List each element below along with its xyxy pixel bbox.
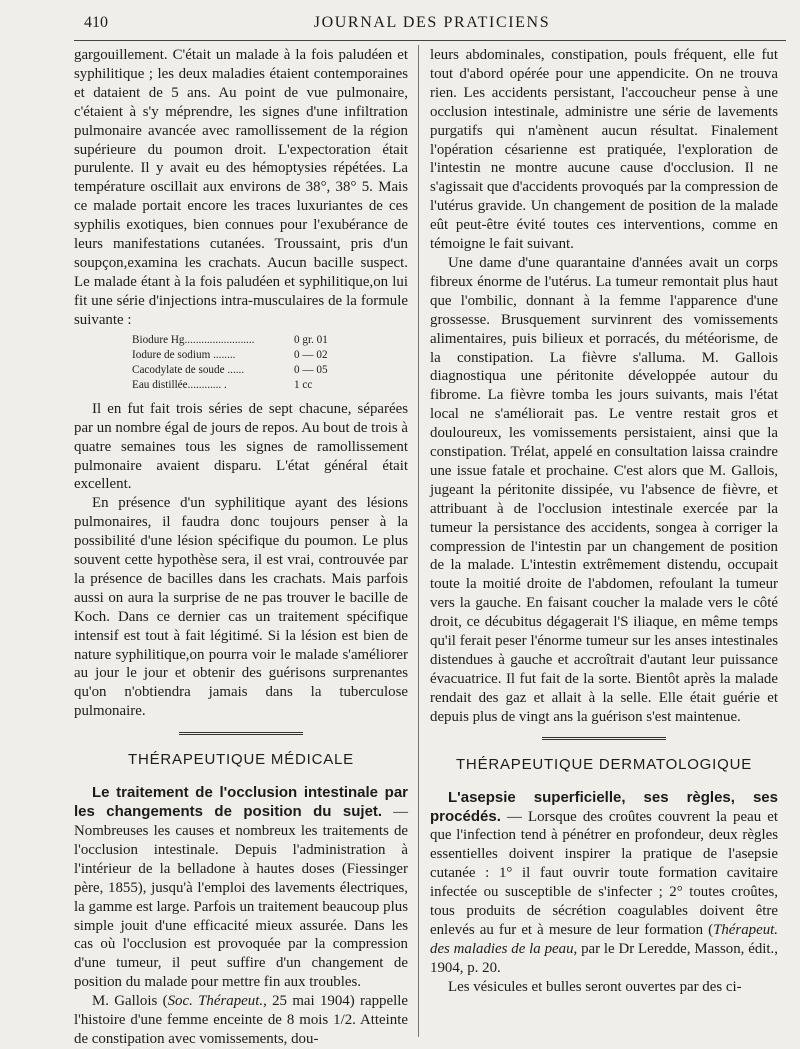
page-number: 410	[84, 14, 108, 31]
article-body-asepsie-end: , par le Dr Leredde, Masson, édit., 1904, p. 20.	[430, 940, 778, 976]
formula-ingredient: Biodure Hg.........................	[132, 333, 255, 346]
gallois-text-end: , 25 mai 1904) rappelle l'histoire d'une femme enceinte de 8 mois 1/2. Atteinte de constipation avec vomissements, dou-	[74, 993, 408, 1047]
formula-dose: 0 — 02	[294, 348, 328, 361]
formula-row	[132, 333, 404, 348]
left-paragraph-syphilis-case: gargouillement. C'était un malade à la fois paludéen et syphilitique ; les deux maladies étaient contemporaines et dataient de 5 ans. Au point de vue pulmonaire, c'étaient à s'y méprendre, les signes d'une infiltration pulmonaire avancée avec ramollissement de la région supérieure du poumon droit. L'expectoration était purulente. Il y avait eu des hémoptysies répétées. La température oscillait aux environs de 38°, 38° 5. Mais ce malade portait encore les traces luxuriantes de ces syphilis exotiques, bien connues pour l'exubérance de leurs manifestations cutanées. Troussaint, pris d'un soupçon,examina les crachats. Aucun bacille suspect. Le malade étant à la fois paludéen et syphilitique,on lui fit une série d'injections intra-musculaires de la formule suivante :	[74, 47, 408, 328]
formula-ingredient: Iodure de sodium ........	[132, 348, 236, 361]
column-divider	[418, 45, 419, 1037]
section-separator	[542, 737, 666, 742]
article-body-asepsie: — Lorsque des croûtes couvrent la peau et que l'infection tend à pénétrer en profondeur, deux règles essentielles doivent inspirer la pratique de l'asepsie cutanée : 1° il faut ouvrir toute formation cavitaire infectée ou susceptible de s'infecter ; 2° toutes croûtes, tous produits de sécrétion coagulables doivent être enlevés au fur et à mesure de leur formation (	[430, 808, 778, 938]
left-paragraph-gallois	[74, 992, 408, 1049]
header-rule	[74, 40, 786, 41]
left-paragraph-series: Il en fut fait trois séries de sept chacune, séparées par un nombre égal de jours de repos. Au bout de trois à quatre semaines tous les signes de ramollissement pulmonaire avaient disparu. L'état général était excellent.	[74, 400, 408, 493]
right-paragraph-fibroma-case: Une dame d'une quarantaine d'années avait un corps fibreux énorme de l'utérus. La tumeur remontait plus haut que l'ombilic, donnant à la femme l'apparence d'une grossesse. Brusquement survinrent des vomissements alimentaires, puis bilieux et porracés, du météorisme, de la constipation. La fièvre s'alluma. M. Gallois diagnostiqua une péritonite développée autour du fibrome. La fièvre tomba les jours suivants, mais l'état local ne s'améliorait pas. Le ventre restait gros et douloureux, les vomissements persistaient, ainsi que la constipation. Trélat, appelé en consultation laissa craindre une issue fatale et prochaine. C'est alors que M. Gallois, jugeant la péritonite dissipée, vu l'absence de fièvre, et attribuant à de l'occlusion intestinale exercée par la tumeur la persistance des accidents, songea à corriger la compression de l'intestin par un changement de position de la malade. L'intestin extrêmement distendu, occupait toute la moitié droite de l'abdomen, refoulant la tumeur vers la gauche. En faisant coucher la malade vers le côté droit, ce décubitus dégagerait l'S iliaque, en même temps qu'il ferait peser l'énorme tumeur sur les anses intestinales distendues à gauche et accroîtrait d'autant leur puissance évacuatrice. Il fut fait de la sorte. Bientôt après la malade rendait des gaz et allait à la selle. Elle était guérie et depuis plus de vingt ans la guérison s'est maintenue.	[430, 254, 778, 725]
article-title-asepsie: L'asepsie superficielle, ses règles, ses procédés.	[430, 788, 778, 825]
article-asepsie-intro	[430, 789, 778, 978]
formula-dose: 0 gr. 01	[294, 333, 328, 346]
article-book-reference: Thérapeut. des maladies de la peau	[430, 921, 778, 957]
formula-dose: 1 cc	[294, 379, 313, 392]
article-title-occlusion: Le traitement de l'occlusion intestinale par les changements de position du sujet.	[74, 784, 408, 821]
left-paragraph-conclusion: En présence d'un syphilitique ayant des lésions pulmonaires, il faudra donc toujours penser à la possibilité d'une lésion spécifique du poumon. Le plus souvent cette hypothèse sera, il est vrai, controuvée par la présence de bacilles dans les crachats. Mais parfois aussi on aura la surprise de ne pas trouver le bacille de Koch. Dans ce dernier cas un traitement spécifique intensif est tout à fait légitimé. Si la lésion est bien de nature syphilitique,on pourra voir le malade s'améliorer au jour le jour et obtenir des guérisons surprenantes qu'on n'obtiendra jamais dans la tuberculose pulmonaire.	[74, 495, 408, 720]
right-column	[430, 46, 778, 997]
gallois-text-start: M. Gallois (	[92, 993, 168, 1010]
section-separator	[179, 732, 303, 737]
formula-row	[132, 378, 404, 393]
formula-ingredient: Cacodylate de soude ......	[132, 364, 245, 377]
injection-formula	[132, 333, 404, 394]
formula-dose: 0 — 05	[294, 364, 328, 377]
article-body-occlusion: — Nombreuses les causes et nombreux les traitements de l'occlusion intestinale. Depuis l'administration à l'intérieur de la belladone à hautes doses (Fiessinger père, 1855), jusqu'à l'emploi des lavements électriques, la gamme est large. Parfois un traitement beaucoup plus simple jouit d'une efficacité mieux assurée. Dans les cas où l'occlusion est provoquée par la compression d'une tumeur, il peut suffire d'un changement de position du malade pour mettre fin aux troubles.	[74, 804, 408, 991]
page-header	[84, 10, 780, 36]
formula-row	[132, 363, 404, 378]
left-column	[74, 46, 408, 1049]
section-heading-therapeutique-medicale: THÉRAPEUTIQUE MÉDICALE	[128, 751, 354, 769]
right-paragraph-vesicules: Les vésicules et bulles seront ouvertes par des ci-	[448, 978, 742, 995]
gallois-reference: Soc. Thérapeut.	[167, 993, 264, 1010]
article-occlusion-intro	[74, 784, 408, 992]
running-title: JOURNAL DES PRATICIENS	[313, 14, 551, 31]
formula-row	[132, 348, 404, 363]
right-paragraph-continuation: leurs abdominales, constipation, pouls fréquent, elle fut tout d'abord opérée pour une appendicite. On ne trouva rien. Les accidents persistant, l'accoucheur pense à une occlusion intestinale, administre une série de lavements purgatifs qui n'amènent aucun résultat. Finalement l'opération césarienne est pratiquée, l'exploration de l'intestin ne montre aucune cause d'occlusion. Il ne s'agissait que d'accidents provoqués par la compression de l'utérus gravide. Un changement de position de la malade eût peut-être évité toutes ces interventions, comme en témoigne le fait suivant.	[430, 47, 778, 253]
section-heading-therapeutique-dermatologique: THÉRAPEUTIQUE DERMATOLOGIQUE	[455, 755, 753, 773]
formula-ingredient: Eau distillée............ .	[132, 379, 227, 392]
